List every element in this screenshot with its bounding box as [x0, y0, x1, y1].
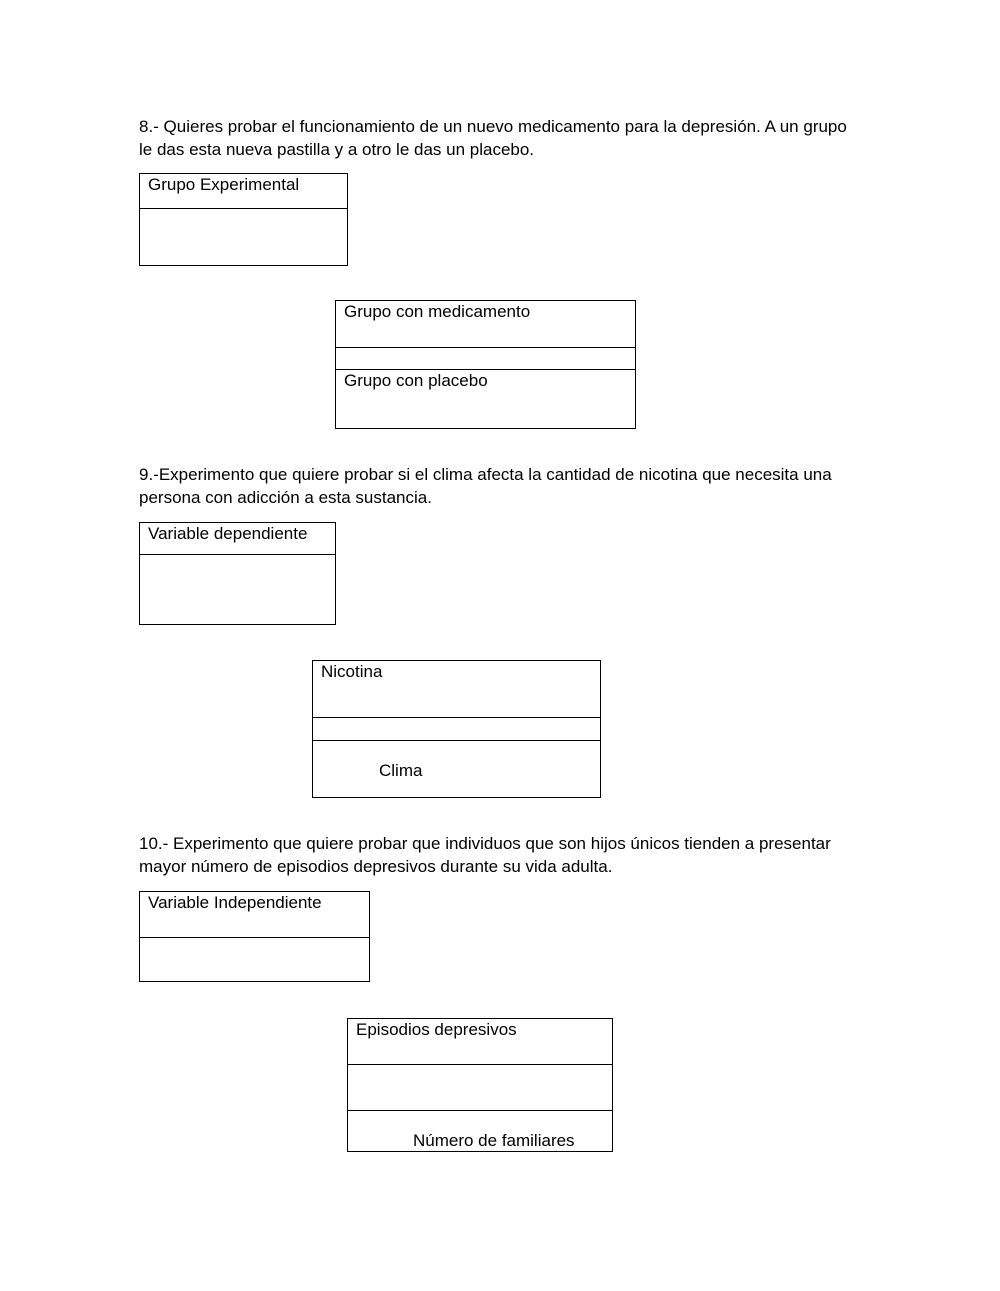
option-divider	[336, 347, 635, 369]
answer-box-q10	[139, 891, 370, 982]
answer-drop-zone[interactable]	[140, 208, 347, 265]
option-label: Número de familiares	[413, 1131, 575, 1150]
question-8-text: 8.- Quieres probar el funcionamiento de un nuevo medicamento para la depresión. A un grupo le das esta nueva pastilla y a otro le das un placebo.	[139, 117, 847, 159]
option-card[interactable]	[313, 661, 600, 717]
answer-drop-zone[interactable]	[140, 937, 369, 981]
option-label: Clima	[379, 761, 423, 780]
question-9-text: 9.-Experimento que quiere probar si el clima afecta la cantidad de nicotina que necesita una persona con adicción a esta sustancia.	[139, 465, 832, 507]
option-card[interactable]	[348, 1110, 612, 1151]
answer-box-header	[140, 174, 347, 208]
option-label: Episodios depresivos	[356, 1020, 517, 1039]
option-card[interactable]	[313, 740, 600, 797]
question-10-text: 10.- Experimento que quiere probar que individuos que son hijos únicos tienden a presentar mayor número de episodios depresivos durante su vida adulta.	[139, 834, 831, 876]
answer-box-q8	[139, 173, 348, 266]
answer-box-label: Variable dependiente	[148, 524, 308, 543]
option-divider	[348, 1064, 612, 1110]
options-box-q10	[347, 1018, 613, 1152]
answer-drop-zone[interactable]	[140, 554, 335, 624]
answer-box-q9	[139, 522, 336, 625]
options-box-q9	[312, 660, 601, 798]
answer-box-header	[140, 892, 369, 937]
answer-box-header	[140, 523, 335, 554]
option-card[interactable]	[336, 369, 635, 428]
options-box-q8	[335, 300, 636, 429]
option-label: Nicotina	[321, 662, 383, 681]
option-divider	[313, 717, 600, 740]
answer-box-label: Grupo Experimental	[148, 175, 300, 194]
option-label: Grupo con medicamento	[344, 302, 531, 321]
option-card[interactable]	[336, 301, 635, 347]
option-card[interactable]	[348, 1019, 612, 1064]
answer-box-label: Variable Independiente	[148, 893, 322, 912]
option-label: Grupo con placebo	[344, 371, 488, 390]
